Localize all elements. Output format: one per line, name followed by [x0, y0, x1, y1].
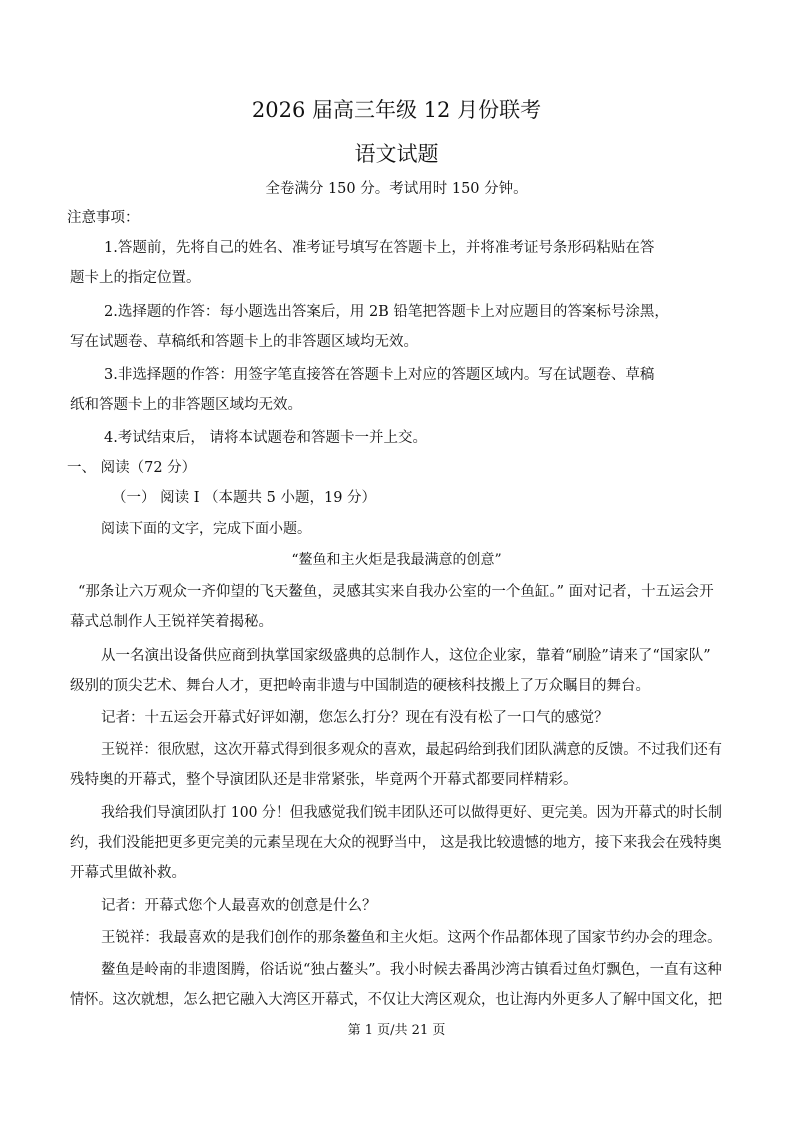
passage-line: 王锐祥：我最喜欢的是我们创作的那条鳌鱼和主火炬。这两个作品都体现了国家节约办会的理念。 — [101, 930, 722, 946]
passage-line: 记者：开幕式您个人最喜欢的创意是什么？ — [101, 898, 377, 914]
passage-line: 从一名演出设备供应商到执掌国家级盛典的总制作人，这位企业家，靠着“刷脸”请来了“国家队” — [101, 648, 711, 664]
page-title: 2026 届高三年级 12 月份联考 — [251, 98, 542, 122]
notice-item-1-line-2: 题卡上的指定位置。 — [70, 270, 201, 286]
passage-line: 王锐祥：很欣慰，这次开幕式得到很多观众的喜欢，最起码给到我们团队满意的反馈。不过我们还有 — [101, 742, 722, 758]
exam-info: 全卷满分 150 分。考试用时 150 分钟。 — [265, 181, 528, 197]
notice-item-3-line-1: 3.非选择题的作答：用签字笔直接答在答题卡上对应的答题区域内。写在试题卷、草稿 — [104, 367, 655, 383]
notice-item-2-line-1: 2.选择题的作答：每小题选出答案后，用 2B 铅笔把答题卡上对应题目的答案标号涂黑， — [104, 304, 669, 320]
passage-line: 情怀。这次就想，怎么把它融入大湾区开幕式，不仅让大湾区观众，也让海内外更多人了解中国文化，把 — [70, 992, 722, 1008]
page-footer: 第 1 页/共 21 页 — [347, 1023, 446, 1038]
notice-item-3-line-2: 纸和答题卡上的非答题区域均无效。 — [70, 397, 302, 413]
subject-title: 语文试题 — [354, 142, 439, 166]
notice-item-4: 4.考试结束后， 请将本试题卷和答题卡一并上交。 — [104, 430, 427, 446]
passage-line: 约，我们没能把更多更完美的元素呈现在大众的视野当中， 这是我比较遗憾的地方，接下来我会在残特奥 — [70, 835, 722, 851]
passage-line: 幕式总制作人王锐祥笑着揭秘。 — [70, 614, 273, 630]
passage-line: 级别的顶尖艺术、舞台人才，更把岭南非遗与中国制造的硬核科技搬上了万众瞩目的舞台。 — [70, 678, 650, 694]
section-heading: 一、 阅读（72 分） — [67, 460, 197, 476]
notice-heading: 注意事项： — [67, 210, 140, 226]
passage-line: 鳌鱼是岭南的非遗图腾，俗话说“独占鳌头”。我小时候去番禺沙湾古镇看过鱼灯飘色，一直有这种 — [101, 962, 722, 978]
reading-instruction: 阅读下面的文字，完成下面小题。 — [101, 521, 311, 537]
passage-line: 记者：十五运会开幕式好评如潮，您怎么打分？现在有没有松了一口气的感觉？ — [101, 710, 609, 726]
notice-item-1-line-1: 1.答题前，先将自己的姓名、准考证号填写在答题卡上，并将准考证号条形码粘贴在答 — [104, 240, 655, 256]
passage-line: “那条让六万观众一齐仰望的飞天鳌鱼，灵感其实来自我办公室的一个鱼缸。” 面对记者，十五运会开 — [78, 584, 714, 600]
passage-line: 残特奥的开幕式，整个导演团队还是非常紧张，毕竟两个开幕式都要同样精彩。 — [70, 772, 578, 788]
section-subheading: （一） 阅读 I （本题共 5 小题，19 分） — [112, 490, 377, 506]
passage-line: 开幕式里做补救。 — [70, 865, 186, 881]
passage-title: “鳌鱼和主火炬是我最满意的创意” — [291, 552, 502, 568]
passage-line: 我给我们导演团队打 100 分！但我感觉我们锐丰团队还可以做得更好、更完美。因为开幕式的时长制 — [101, 805, 722, 821]
notice-item-2-line-2: 写在试题卷、草稿纸和答题卡上的非答题区域均无效。 — [70, 334, 418, 350]
